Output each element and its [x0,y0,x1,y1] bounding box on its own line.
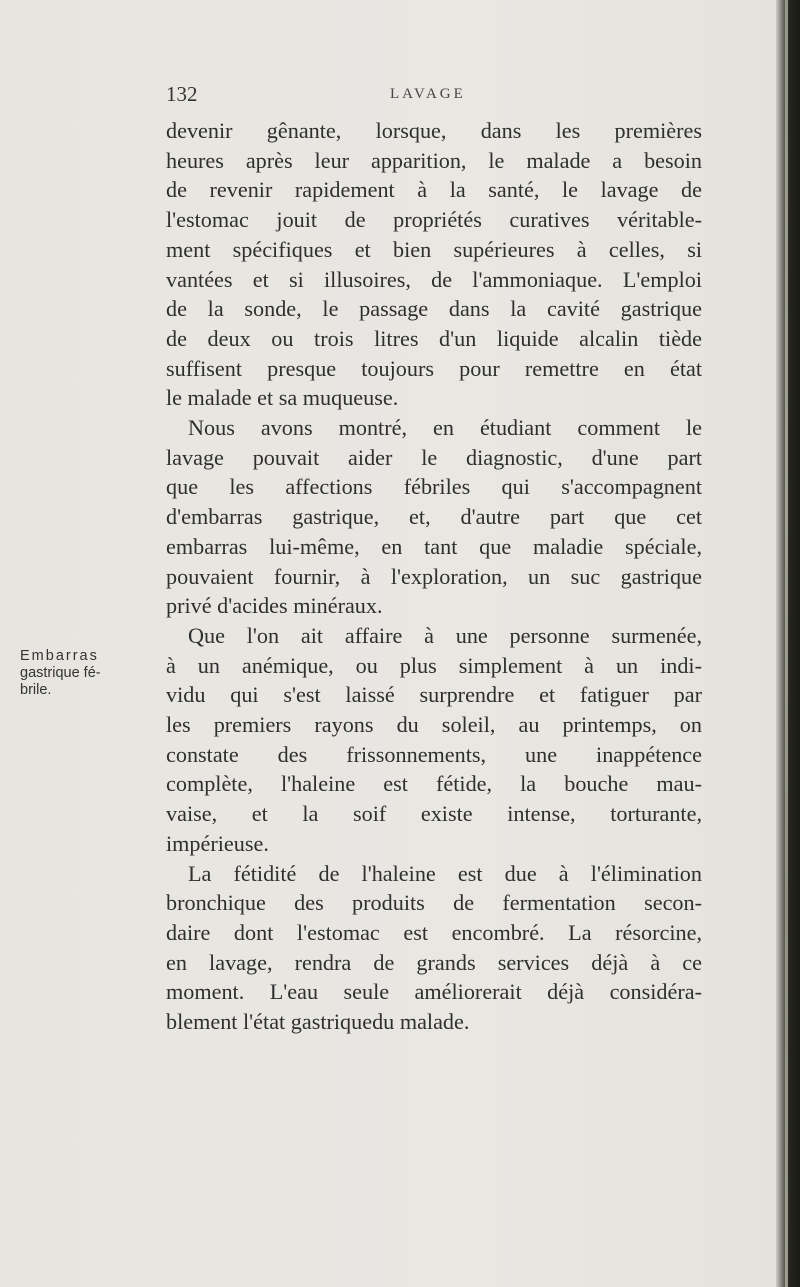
text-line: de revenir rapidement à la santé, le lavage de [166,177,702,203]
text-line: Que l'on ait affaire à une personne surmenée, [188,622,702,648]
text-line: vaise, et la soif existe intense, torturante, [166,801,702,827]
text-line: Nous avons montré, en étudiant comment le [188,415,702,441]
margin-note-line: brile. [20,682,52,698]
text-line: heures après leur apparition, le malade a besoin [166,147,702,173]
text-line: La fétidité de l'haleine est due à l'élimination [188,860,702,886]
page-header [166,82,690,112]
paragraph [166,621,702,859]
text-line: impérieuse. [166,830,269,856]
margin-note-line: Embarras [20,648,99,664]
text-line: le malade et sa muqueuse. [166,385,399,411]
text-line: à un anémique, ou plus simplement à un indi- [166,652,702,678]
text-line: bronchique des produits de fermentation secon- [166,890,702,916]
text-line: d'embarras gastrique, et, d'autre part que cet [166,504,702,530]
text-line: blement l'état gastriquedu malade. [166,1009,470,1035]
text-line: lavage pouvait aider le diagnostic, d'une part [166,444,702,470]
text-line: vantées et si illusoires, de l'ammoniaque. L'emploi [166,266,702,292]
paragraph [166,413,702,621]
binding-highlight [785,0,788,1287]
text-line: privé d'acides minéraux. [166,593,383,619]
text-line: que les affections fébriles qui s'accompagnent [166,474,702,500]
text-line: moment. L'eau seule améliorerait déjà considéra- [166,979,702,1005]
text-line: embarras lui-même, en tant que maladie spéciale, [166,533,702,559]
text-line: pouvaient fournir, à l'exploration, un suc gastrique [166,563,702,589]
paragraph [166,859,702,1037]
text-line: en lavage, rendra de grands services déjà à ce [166,949,702,975]
margin-note [20,648,165,699]
page-number: 132 [166,82,198,106]
text-line: vidu qui s'est laissé surprendre et fatiguer par [166,682,702,708]
body-text [166,116,702,1037]
text-line: de la sonde, le passage dans la cavité gastrique [166,296,702,322]
text-line: les premiers rayons du soleil, au printemps, on [166,712,702,738]
text-line: ment spécifiques et bien supérieures à celles, si [166,236,702,262]
text-line: daire dont l'estomac est encombré. La résorcine, [166,919,702,945]
text-line: constate des frissonnements, une inappétence [166,741,702,767]
margin-note-line: gastrique fé- [20,665,101,681]
running-head: LAVAGE [390,86,466,102]
text-line: de deux ou trois litres d'un liquide alcalin tiède [166,325,702,351]
text-line: devenir gênante, lorsque, dans les premières [166,118,702,143]
text-line: suffisent presque toujours pour remettre en état [166,355,702,381]
text-line: l'estomac jouit de propriétés curatives véritable- [166,207,702,233]
book-binding-edge [776,0,800,1287]
paragraph [166,116,702,413]
text-line: complète, l'haleine est fétide, la bouche mau- [166,771,702,797]
